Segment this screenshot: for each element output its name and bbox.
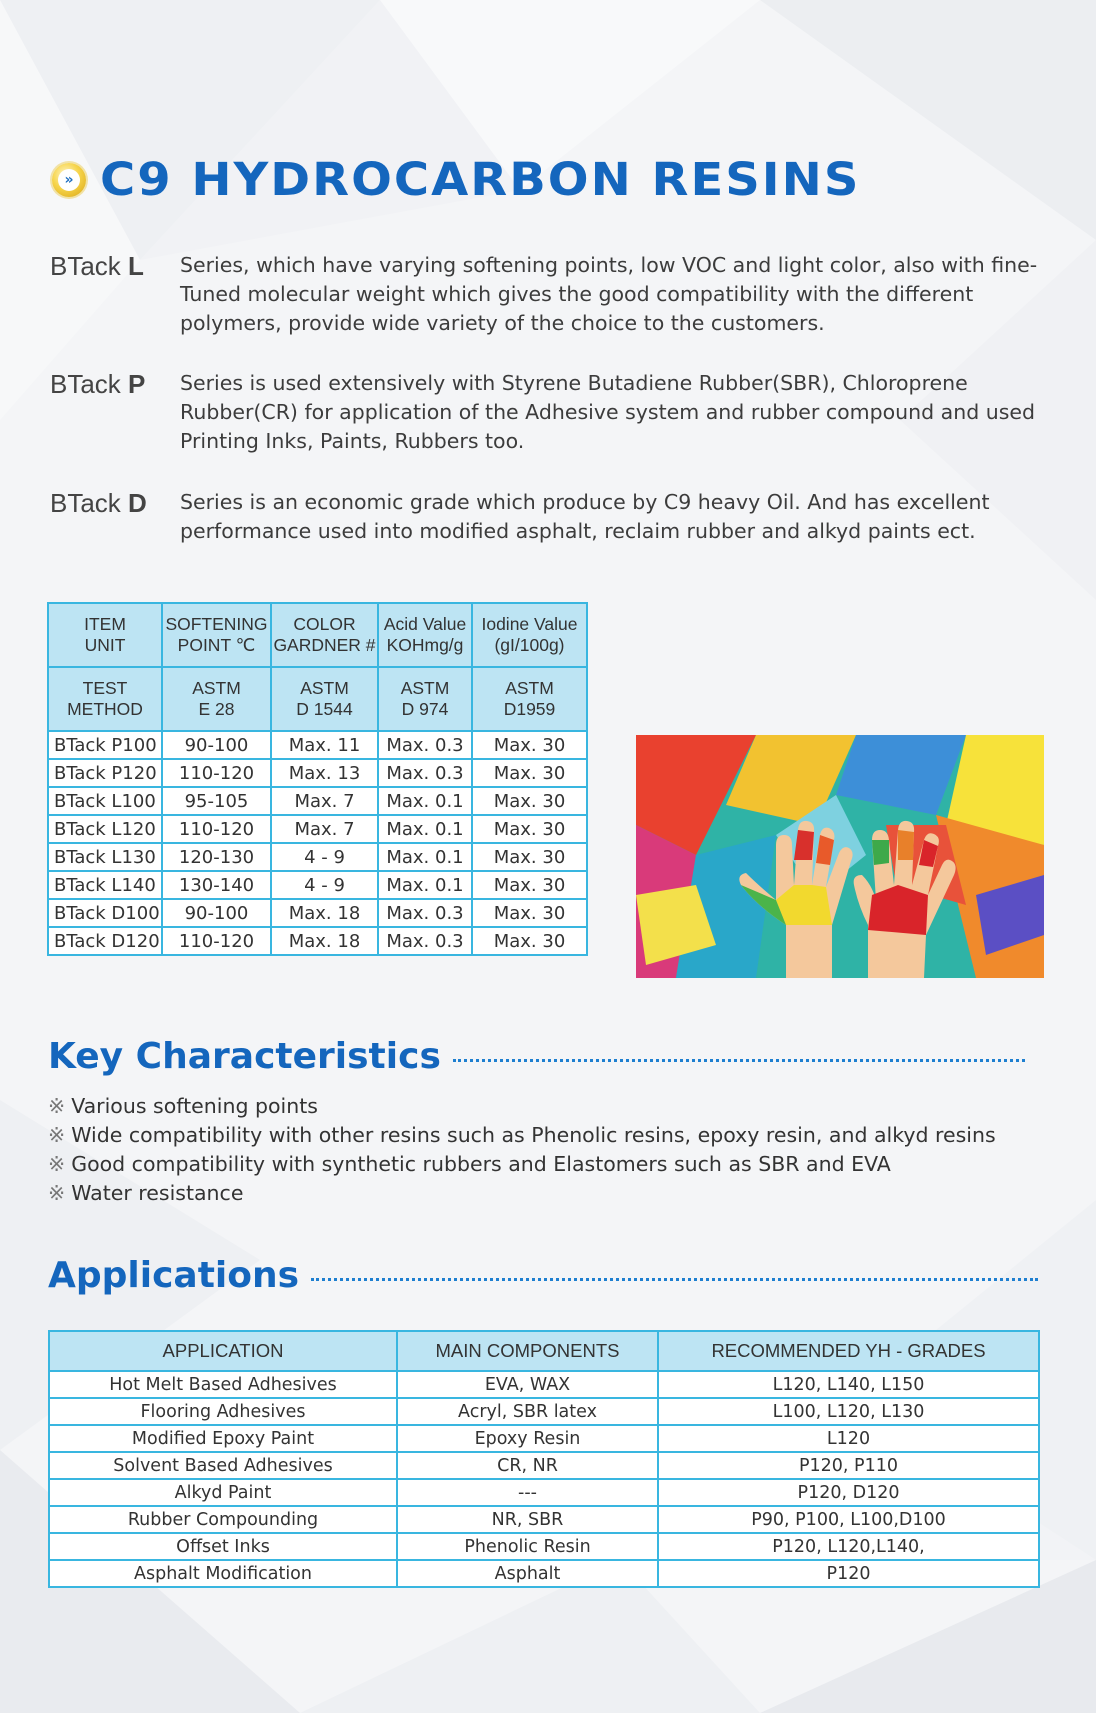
spec-method-cell: ASTM D1959 <box>472 667 587 731</box>
table-cell: Max. 7 <box>271 815 378 843</box>
spec-header-cell: Acid Value KOHmg/g <box>378 603 472 667</box>
series-description: Series is used extensively with Styrene Butadiene Rubber(SBR), Chloroprene Rubber(CR) for application of the Adhesive system and rubber compound and used Printing Inks, Paints, Rubbers too. <box>180 371 1036 453</box>
product-name-cell: BTack D100 <box>48 899 162 927</box>
table-cell: Epoxy Resin <box>397 1425 658 1452</box>
table-cell: Alkyd Paint <box>49 1479 397 1506</box>
heading-divider <box>311 1278 1038 1281</box>
table-row <box>49 1506 1039 1533</box>
table-cell: Offset Inks <box>49 1533 397 1560</box>
applications-header-cell: MAIN COMPONENTS <box>397 1331 658 1371</box>
table-cell: Hot Melt Based Adhesives <box>49 1371 397 1398</box>
table-cell: Max. 18 <box>271 899 378 927</box>
table-row <box>48 843 587 871</box>
key-characteristics-list <box>48 1092 996 1208</box>
list-item: ※ Various softening points <box>48 1094 318 1118</box>
list-item: ※ Wide compatibility with other resins such as Phenolic resins, epoxy resin, and alkyd resins <box>48 1123 996 1147</box>
table-cell: P120, L120,L140, <box>658 1533 1039 1560</box>
series-p <box>50 369 1050 456</box>
table-cell: Rubber Compounding <box>49 1506 397 1533</box>
product-name-cell: BTack L100 <box>48 787 162 815</box>
series-l <box>50 251 1050 338</box>
series-name: BTack D <box>50 488 147 518</box>
table-cell: Max. 0.3 <box>378 731 472 759</box>
spec-table <box>47 602 588 956</box>
table-cell: Flooring Adhesives <box>49 1398 397 1425</box>
table-row <box>49 1452 1039 1479</box>
table-cell: P120, P110 <box>658 1452 1039 1479</box>
table-cell: Max. 0.3 <box>378 759 472 787</box>
product-name-cell: BTack L130 <box>48 843 162 871</box>
list-item: ※ Water resistance <box>48 1181 244 1205</box>
table-cell: CR, NR <box>397 1452 658 1479</box>
table-cell: Modified Epoxy Paint <box>49 1425 397 1452</box>
table-cell: 110-120 <box>162 927 271 955</box>
table-cell: Max. 30 <box>472 731 587 759</box>
table-cell: Phenolic Resin <box>397 1533 658 1560</box>
spec-method-row <box>48 667 587 731</box>
spec-method-cell: ASTM D 1544 <box>271 667 378 731</box>
spec-header-cell: COLOR GARDNER # <box>271 603 378 667</box>
table-row <box>49 1425 1039 1452</box>
table-row <box>49 1398 1039 1425</box>
table-cell: L120, L140, L150 <box>658 1371 1039 1398</box>
table-row <box>49 1560 1039 1587</box>
table-cell: Max. 30 <box>472 815 587 843</box>
table-cell: Max. 30 <box>472 787 587 815</box>
page-title: C9 HYDROCARBON RESINS <box>100 153 861 207</box>
spec-method-cell: TEST METHOD <box>48 667 162 731</box>
table-row <box>48 815 587 843</box>
painted-hands-photo <box>636 735 1044 978</box>
table-cell: Asphalt Modification <box>49 1560 397 1587</box>
table-cell: Max. 0.1 <box>378 815 472 843</box>
spec-header-cell: ITEM UNIT <box>48 603 162 667</box>
section-heading: Applications <box>48 1255 300 1296</box>
list-item: ※ Good compatibility with synthetic rubbers and Elastomers such as SBR and EVA <box>48 1152 891 1176</box>
table-cell: 120-130 <box>162 843 271 871</box>
table-cell: Max. 11 <box>271 731 378 759</box>
applications-header-row <box>49 1331 1039 1371</box>
table-cell: L120 <box>658 1425 1039 1452</box>
table-cell: Max. 30 <box>472 759 587 787</box>
title-row <box>52 152 860 208</box>
spec-method-cell: ASTM E 28 <box>162 667 271 731</box>
table-cell: NR, SBR <box>397 1506 658 1533</box>
spec-header-cell: SOFTENING POINT ℃ <box>162 603 271 667</box>
spec-header-row <box>48 603 587 667</box>
table-row <box>49 1371 1039 1398</box>
series-name: BTack P <box>50 369 146 399</box>
section-heading: Key Characteristics <box>48 1036 441 1077</box>
table-row <box>49 1479 1039 1506</box>
series-description: Series is an economic grade which produce by C9 heavy Oil. And has excellent performance used into modified asphalt, reclaim rubber and alkyd paints ect. <box>180 490 990 543</box>
product-name-cell: BTack L120 <box>48 815 162 843</box>
product-name-cell: BTack D120 <box>48 927 162 955</box>
product-name-cell: BTack P120 <box>48 759 162 787</box>
product-name-cell: BTack L140 <box>48 871 162 899</box>
table-cell: 90-100 <box>162 731 271 759</box>
table-cell: EVA, WAX <box>397 1371 658 1398</box>
table-cell: Max. 0.1 <box>378 871 472 899</box>
table-row <box>48 759 587 787</box>
table-row <box>48 787 587 815</box>
spec-method-cell: ASTM D 974 <box>378 667 472 731</box>
table-cell: Max. 30 <box>472 927 587 955</box>
table-cell: P120, D120 <box>658 1479 1039 1506</box>
table-cell: Max. 30 <box>472 843 587 871</box>
table-row <box>48 871 587 899</box>
table-cell: Max. 13 <box>271 759 378 787</box>
spec-header-cell: Iodine Value (gI/100g) <box>472 603 587 667</box>
table-cell: Max. 18 <box>271 927 378 955</box>
table-row <box>48 899 587 927</box>
table-cell: 4 - 9 <box>271 843 378 871</box>
table-cell: 130-140 <box>162 871 271 899</box>
table-cell: 4 - 9 <box>271 871 378 899</box>
table-row <box>48 927 587 955</box>
table-row <box>49 1533 1039 1560</box>
table-cell: Max. 0.3 <box>378 927 472 955</box>
table-cell: 95-105 <box>162 787 271 815</box>
table-cell: 110-120 <box>162 759 271 787</box>
table-cell: P90, P100, L100,D100 <box>658 1506 1039 1533</box>
series-d <box>50 488 1050 546</box>
applications-heading <box>48 1255 1038 1296</box>
table-cell: Max. 30 <box>472 871 587 899</box>
series-name: BTack L <box>50 251 144 281</box>
table-cell: 90-100 <box>162 899 271 927</box>
product-name-cell: BTack P100 <box>48 731 162 759</box>
table-cell: Max. 0.1 <box>378 787 472 815</box>
applications-header-cell: APPLICATION <box>49 1331 397 1371</box>
table-cell: Max. 30 <box>472 899 587 927</box>
table-cell: Max. 0.3 <box>378 899 472 927</box>
table-cell: 110-120 <box>162 815 271 843</box>
key-characteristics-heading <box>48 1036 1025 1077</box>
heading-divider <box>453 1059 1025 1062</box>
table-cell: Asphalt <box>397 1560 658 1587</box>
table-cell: Solvent Based Adhesives <box>49 1452 397 1479</box>
table-row <box>48 731 587 759</box>
double-chevron-right-icon: » <box>52 163 86 197</box>
table-cell: Acryl, SBR latex <box>397 1398 658 1425</box>
table-cell: --- <box>397 1479 658 1506</box>
applications-header-cell: RECOMMENDED YH - GRADES <box>658 1331 1039 1371</box>
table-cell: P120 <box>658 1560 1039 1587</box>
table-cell: Max. 0.1 <box>378 843 472 871</box>
table-cell: Max. 7 <box>271 787 378 815</box>
table-cell: L100, L120, L130 <box>658 1398 1039 1425</box>
series-description: Series, which have varying softening points, low VOC and light color, also with fine-Tuned molecular weight which gives the good compatibility with the different polymers, provide wide variety of the choice to the customers. <box>180 253 1038 335</box>
applications-table <box>48 1330 1040 1588</box>
